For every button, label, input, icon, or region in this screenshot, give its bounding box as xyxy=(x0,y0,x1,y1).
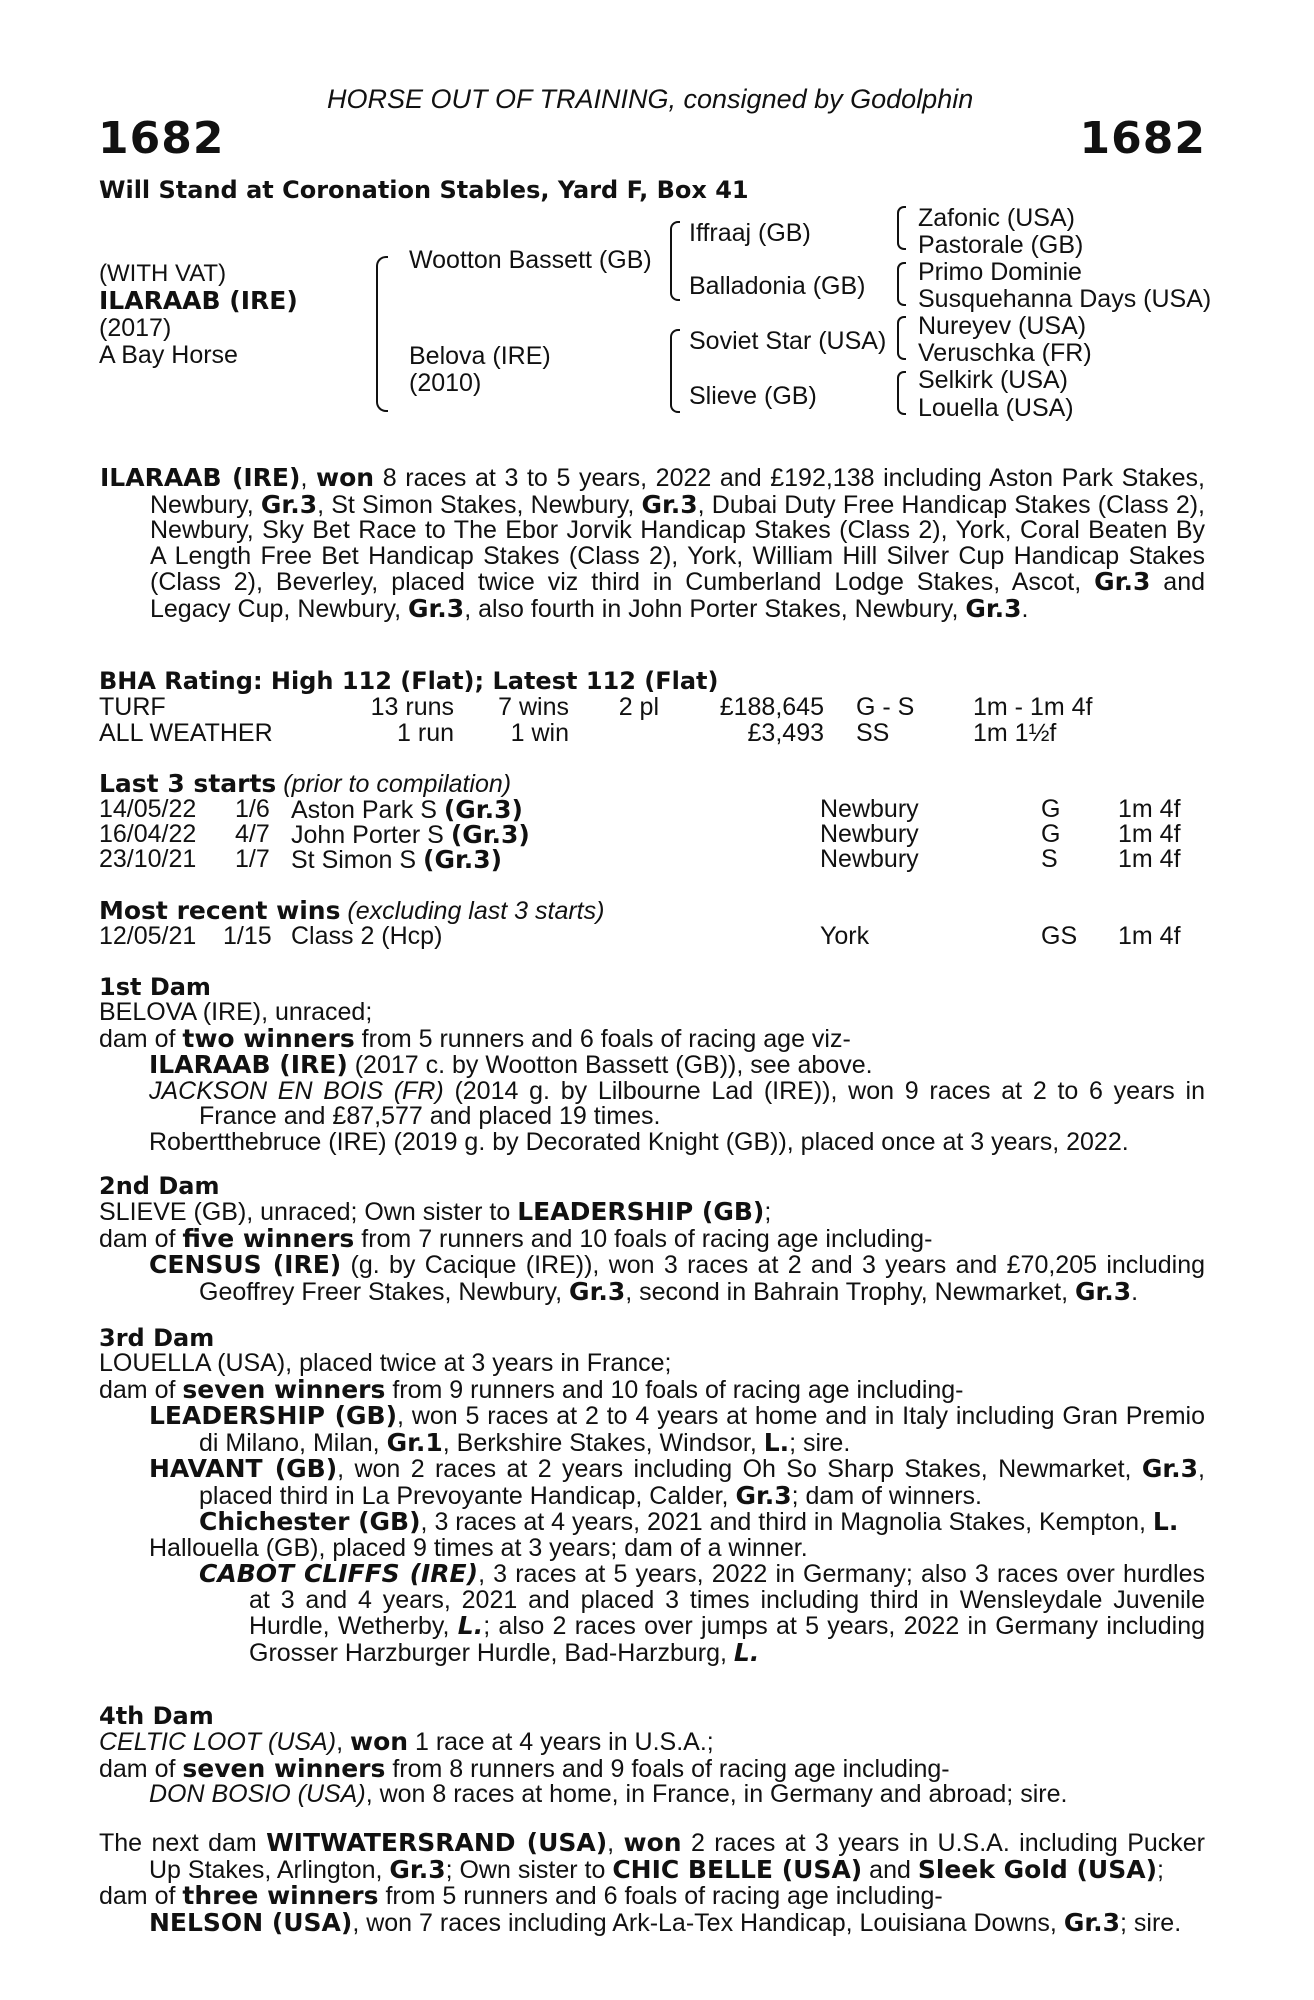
win-race: Class 2 (Hcp) xyxy=(291,922,443,950)
text: , xyxy=(607,1829,624,1857)
rating-surface: TURF xyxy=(99,693,166,721)
bha-rating-heading: BHA Rating: High 112 (Flat); Latest 112 (Flat) xyxy=(99,667,719,695)
rating-prize: £3,493 xyxy=(747,719,824,747)
race-name: John Porter S xyxy=(291,821,444,849)
start-course: Newbury xyxy=(820,845,919,873)
next-dam-section xyxy=(99,1830,1205,1936)
text: ; Own sister to xyxy=(445,1855,613,1884)
dam2-section xyxy=(99,1199,1205,1305)
grade: L. xyxy=(1152,1507,1179,1536)
progeny-name: LEADERSHIP (GB) xyxy=(149,1401,398,1430)
text: dam of xyxy=(99,1375,183,1404)
lot-number-right: 1682 xyxy=(1079,113,1206,164)
dam1-progeny-1 xyxy=(99,1052,1205,1079)
rating-runs: 1 run xyxy=(397,719,454,747)
dam3-heading: 3rd Dam xyxy=(99,1324,215,1352)
pedigree-sire: Wootton Bassett (GB) xyxy=(409,246,652,274)
dam-name: WITWATERSRAND (USA) xyxy=(266,1828,608,1857)
winners-count: seven winners xyxy=(182,1753,386,1783)
winners-count: seven winners xyxy=(182,1374,386,1404)
progeny-name: ILARAAB (IRE) xyxy=(149,1050,348,1079)
text: ; xyxy=(1157,1855,1164,1884)
progeny-name: DON BOSIO (USA) xyxy=(149,1780,366,1808)
progeny-text: (2014 g. by Lilbourne Lad (IRE)), won 9 races at 2 to 6 years in France and £87,577 and placed 19 times. xyxy=(199,1076,1205,1130)
start-going: S xyxy=(1041,845,1058,873)
progeny-name: CABOT CLIFFS (IRE) xyxy=(199,1559,479,1588)
progeny-text: (2017 c. by Wootton Bassett (GB)), see above. xyxy=(347,1051,873,1079)
consignor-line: HORSE OUT OF TRAINING, consigned by Godolphin xyxy=(327,84,974,114)
dam4-line1 xyxy=(99,1729,1205,1756)
recent-win-row xyxy=(99,922,1199,948)
rating-surface: ALL WEATHER xyxy=(99,719,273,747)
race-name: St Simon S xyxy=(291,846,417,874)
start-distance: 1m 4f xyxy=(1118,795,1181,823)
start-position: 1/7 xyxy=(235,845,270,873)
pedigree-g3: Primo Dominie xyxy=(918,258,1082,286)
dam2-line1 xyxy=(99,1199,1205,1226)
progeny-name: CENSUS (IRE) xyxy=(149,1250,342,1279)
dam3-progeny-3 xyxy=(99,1509,1205,1536)
text: ; xyxy=(764,1198,772,1226)
grade: Gr.1 xyxy=(386,1427,443,1457)
pedigree-sire-dam: Balladonia (GB) xyxy=(689,272,866,300)
won-label: won xyxy=(349,1727,409,1756)
start-going: G xyxy=(1041,795,1061,823)
start-course: Newbury xyxy=(820,795,919,823)
text: from 5 runners and 6 foals of racing age viz- xyxy=(354,1024,851,1053)
grade: Gr.3 xyxy=(1074,1276,1132,1306)
progeny-name: Chichester (GB) xyxy=(199,1507,421,1536)
summary-text-2: , St Simon Stakes, Newbury, xyxy=(317,490,642,519)
winners-count: five winners xyxy=(182,1223,355,1253)
recent-wins-note: (excluding last 3 starts) xyxy=(347,897,605,925)
win-position: 1/15 xyxy=(223,922,272,950)
rating-row-turf xyxy=(99,693,1199,719)
start-going: G xyxy=(1041,820,1061,848)
start-position: 1/6 xyxy=(235,795,270,823)
dam4-line2 xyxy=(99,1753,1205,1783)
start-race xyxy=(291,845,502,875)
text: from 5 runners and 6 foals of racing age including- xyxy=(378,1882,943,1910)
sibling-name: LEADERSHIP (GB) xyxy=(517,1197,765,1226)
dam1-line1: BELOVA (IRE), unraced; xyxy=(99,998,373,1026)
dam4-heading: 4th Dam xyxy=(99,1702,214,1730)
rating-wins: 7 wins xyxy=(498,693,569,721)
summary-text-4: and Legacy Cup, Newbury, xyxy=(150,568,1205,623)
summary-text-6: . xyxy=(1021,594,1029,623)
dam3-grandprogeny-1 xyxy=(99,1561,1205,1666)
pedigree-g4: Susquehanna Days (USA) xyxy=(918,285,1212,313)
last3-note: (prior to compilation) xyxy=(283,770,512,798)
start-distance: 1m 4f xyxy=(1118,845,1181,873)
dam1-line2 xyxy=(99,1023,1205,1053)
g-bracket-2 xyxy=(897,262,906,306)
last3-title: Last 3 starts xyxy=(99,769,277,798)
start-distance: 1m 4f xyxy=(1118,820,1181,848)
dam3-section xyxy=(99,1351,1205,1666)
last3-row xyxy=(99,845,1199,874)
start-date: 14/05/22 xyxy=(99,795,197,823)
text: (g. by Cacique (IRE)), won 3 races at 2 and 3 years and £70,205 including Geoffrey Freer Stakes, Newbury, xyxy=(199,1251,1206,1306)
summary-grade-4: Gr.3 xyxy=(408,593,465,623)
start-date: 16/04/22 xyxy=(99,820,197,848)
pedigree-dam-dam: Slieve (GB) xyxy=(689,382,817,410)
summary-won: won xyxy=(316,463,375,492)
text: , second in Bahrain Trophy, Newmarket, xyxy=(625,1277,1075,1306)
dam2-heading: 2nd Dam xyxy=(99,1172,220,1200)
win-course: York xyxy=(820,922,870,950)
rating-prize: £188,645 xyxy=(719,693,824,721)
text: , xyxy=(336,1728,350,1756)
text: . xyxy=(1131,1277,1139,1306)
pedigree-sire-sire: Iffraaj (GB) xyxy=(689,219,811,247)
text: ; dam of winners. xyxy=(791,1481,982,1510)
win-going: GS xyxy=(1041,922,1078,950)
text: , Berkshire Stakes, Windsor, xyxy=(442,1428,764,1457)
rating-distance: 1m 1½f xyxy=(973,719,1057,747)
text: and xyxy=(862,1855,918,1884)
summary-text-5: , also fourth in John Porter Stakes, Newbury, xyxy=(464,594,966,623)
sibling-name: Sleek Gold (USA) xyxy=(917,1854,1158,1884)
progeny-name: NELSON (USA) xyxy=(149,1907,353,1937)
text: from 8 runners and 9 foals of racing age including- xyxy=(385,1754,950,1783)
winners-count: three winners xyxy=(182,1881,379,1910)
lot-number-left: 1682 xyxy=(98,113,225,164)
grade: Gr.3 xyxy=(569,1276,626,1306)
dam1-section xyxy=(99,1000,1205,1155)
pedigree-dam: Belova (IRE) xyxy=(409,342,551,370)
start-course: Newbury xyxy=(820,820,919,848)
vat-note: (WITH VAT) xyxy=(99,260,227,287)
start-position: 4/7 xyxy=(235,820,270,848)
race-grade: (Gr.3) xyxy=(423,845,503,874)
race-record-summary: ILARAAB (IRE), won 8 races at 3 to 5 years, 2022 and £192,138 including Aston Park Stakes, Newbury, Gr.3, St Simon Stakes, Newbury, Gr.3, Dubai Duty Free Handicap Stakes (Class 2), Newbury, Sky Bet Race to The Ebor Jorvik Handicap Stakes (Class 2), York, Coral Beaten By A Length Free Bet Handicap Stakes (Class 2), York, William Hill Silver Cup Handicap Stakes (Class 2), Beverley, placed twice viz third in Cumberland Lodge Stakes, Ascot, Gr.3 and Legacy Cup, Newbury, Gr.3, also fourth in John Porter Stakes, Newbury, Gr.3. xyxy=(100,463,1205,623)
pedigree-g1: Zafonic (USA) xyxy=(918,204,1075,232)
dam3-progeny-2 xyxy=(99,1456,1205,1509)
text: from 7 runners and 10 foals of racing age including- xyxy=(354,1224,933,1253)
g-bracket-3 xyxy=(897,316,906,360)
summary-grade-1: Gr.3 xyxy=(260,489,318,519)
grade: L. xyxy=(763,1427,790,1457)
sire-dam-bracket xyxy=(376,256,388,412)
last3-row xyxy=(99,820,1199,849)
summary-grade-5: Gr.3 xyxy=(965,593,1022,623)
win-distance: 1m 4f xyxy=(1118,922,1181,950)
text: dam of xyxy=(99,1224,183,1253)
horse-name: ILARAAB (IRE) xyxy=(99,286,298,315)
text: , won 7 races including Ark-La-Tex Handicap, Louisiana Downs, xyxy=(352,1908,1064,1937)
race-grade: (Gr.3) xyxy=(443,795,523,824)
horse-description: A Bay Horse xyxy=(99,341,238,369)
grade: Gr.3 xyxy=(1063,1907,1121,1937)
summary-horse-name: ILARAAB (IRE) xyxy=(100,463,301,492)
text: dam of xyxy=(99,1882,183,1910)
text: , 3 races at 4 years, 2021 and third in Magnolia Stakes, Kempton, xyxy=(420,1508,1153,1536)
progeny-name: JACKSON EN BOIS (FR) xyxy=(149,1076,444,1105)
pedigree-g8: Louella (USA) xyxy=(918,394,1074,422)
text: , 3 races at 5 years, 2022 in Germany; also 3 races over hurdles at 3 and 4 years, 2021 and placed 3 times including third in Wensleydale Juvenile Hurdle, Wetherby, xyxy=(249,1560,1206,1640)
progeny-text: , won 8 races at home, in France, in Germany and abroad; sire. xyxy=(365,1780,1068,1808)
dam1-heading: 1st Dam xyxy=(99,973,211,1001)
last3-row xyxy=(99,795,1199,824)
dam2-line2 xyxy=(99,1223,1205,1253)
text: , won 2 races at 2 years including Oh So Sharp Stakes, Newmarket, xyxy=(337,1455,1142,1483)
race-grade: (Gr.3) xyxy=(450,820,530,849)
summary-text-3: , Dubai Duty Free Handicap Stakes (Class 2), Newbury, Sky Bet Race to The Ebor Jorvik Handicap Stakes (Class 2), York, Coral Beaten By A Length Free Bet Handicap Stakes (Class 2), York, William Hill Silver Cup Handicap Stakes (Class 2), Beverley, placed twice viz third in Cumberland Lodge Stakes, Ascot, xyxy=(150,490,1205,596)
rating-placed: 2 pl xyxy=(618,693,659,721)
g-bracket-1 xyxy=(897,206,906,250)
winners-count: two winners xyxy=(182,1023,355,1053)
dam4-section xyxy=(99,1729,1205,1808)
won-label: won xyxy=(623,1828,682,1857)
text: The next dam xyxy=(99,1829,267,1857)
next-dam-line2 xyxy=(99,1883,1205,1910)
dam-name: CELTIC LOOT (USA) xyxy=(99,1728,337,1756)
pedigree-dam-sire: Soviet Star (USA) xyxy=(689,327,887,355)
text: ; also 2 races over jumps at 5 years, 2022 in Germany including Grosser Harzburger Hurdle, Bad-Harzburg, xyxy=(249,1612,1205,1667)
pedigree-g6: Veruschka (FR) xyxy=(918,339,1092,367)
dam4-progeny-1 xyxy=(99,1782,1205,1808)
pedigree-g2: Pastorale (GB) xyxy=(918,231,1084,259)
dam3-progeny-4: Hallouella (GB), placed 9 times at 3 years; dam of a winner. xyxy=(149,1533,808,1562)
grade: Gr.3 xyxy=(735,1480,792,1510)
next-dam-line1 xyxy=(99,1830,1205,1883)
text: SLIEVE (GB), unraced; Own sister to xyxy=(99,1198,518,1226)
dam3-progeny-1 xyxy=(99,1403,1205,1456)
rating-distance: 1m - 1m 4f xyxy=(973,693,1093,721)
summary-grade-3: Gr.3 xyxy=(1094,567,1151,596)
horse-year: (2017) xyxy=(99,314,172,342)
rating-going: SS xyxy=(856,719,890,747)
summary-grade-2: Gr.3 xyxy=(641,489,698,519)
pedigree-dam-year: (2010) xyxy=(409,369,482,397)
summary-text-1: 8 races at 3 to 5 years, 2022 and £192,138 including Aston Park Stakes, Newbury, xyxy=(150,464,1205,519)
win-date: 12/05/21 xyxy=(99,922,197,950)
dam1-progeny-3: Robertthebruce (IRE) (2019 g. by Decorated Knight (GB)), placed once at 3 years, 2022. xyxy=(149,1127,1129,1156)
text: dam of xyxy=(99,1024,183,1053)
dam3-line2 xyxy=(99,1374,1205,1404)
pedigree-g5: Nureyev (USA) xyxy=(918,312,1087,340)
rating-runs: 13 runs xyxy=(370,693,454,721)
progeny-name: HAVANT (GB) xyxy=(149,1454,338,1483)
rating-going: G - S xyxy=(856,693,915,721)
text: dam of xyxy=(99,1754,183,1783)
text: ; sire. xyxy=(789,1428,851,1457)
g-bracket-4 xyxy=(897,371,906,415)
text: 1 race at 4 years in U.S.A.; xyxy=(408,1728,714,1756)
text: from 9 runners and 10 foals of racing age including- xyxy=(385,1375,964,1404)
grade: Gr.3 xyxy=(1141,1454,1199,1483)
race-name: Aston Park S xyxy=(291,796,437,824)
grade: L. xyxy=(733,1637,760,1667)
sibling-name: CHIC BELLE (USA) xyxy=(612,1854,863,1884)
text: , won 5 races at 2 to 4 years at home and in Italy including Gran Premio di Milano, Milan, xyxy=(199,1402,1205,1457)
text: , placed third in La Prevoyante Handicap, Calder, xyxy=(199,1455,1205,1510)
dam1-progeny-2 xyxy=(99,1076,1205,1130)
dam-parents-bracket xyxy=(670,329,680,413)
text: ; sire. xyxy=(1120,1908,1182,1937)
grade: L. xyxy=(457,1611,484,1640)
sire-parents-bracket xyxy=(670,221,680,301)
stabling-line: Will Stand at Coronation Stables, Yard F, Box 41 xyxy=(99,176,749,204)
rating-row-aw xyxy=(99,719,1199,745)
start-date: 23/10/21 xyxy=(99,845,197,873)
next-dam-progeny-1 xyxy=(99,1907,1205,1937)
recent-wins-title: Most recent wins xyxy=(99,896,341,925)
dam2-progeny-1 xyxy=(99,1252,1205,1305)
dam3-line1: LOUELLA (USA), placed twice at 3 years in France; xyxy=(99,1349,672,1377)
grade: Gr.3 xyxy=(389,1854,446,1884)
text: 2 races at 3 years in U.S.A. including Pucker Up Stakes, Arlington, xyxy=(149,1829,1205,1884)
rating-wins: 1 win xyxy=(510,719,569,747)
pedigree-g7: Selkirk (USA) xyxy=(918,366,1069,394)
